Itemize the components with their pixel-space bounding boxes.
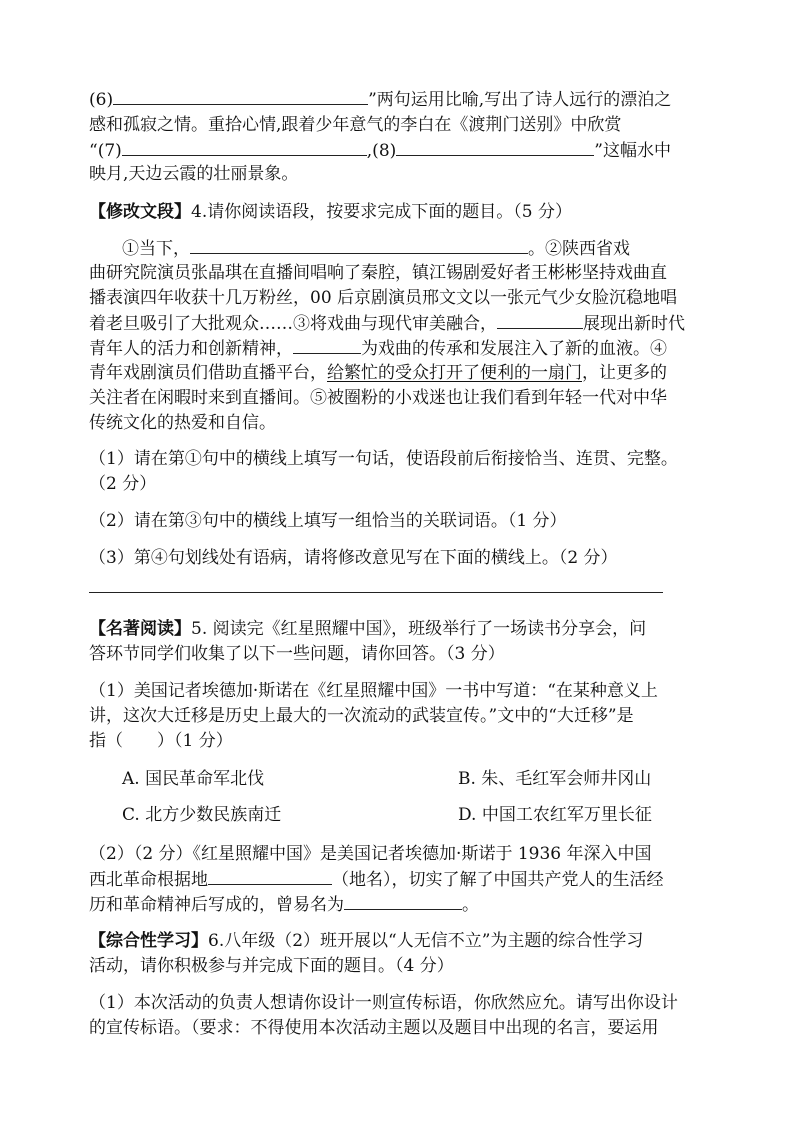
poem-text: ”两句运用比喻,写出了诗人远行的漂泊之: [368, 90, 672, 110]
q6-sub-1-line-1: （1）本次活动的负责人想请你设计一则宣传标语，你欣然应允。请写出你设计: [89, 993, 678, 1013]
answer-blank-q4-3b[interactable]: [293, 337, 361, 354]
q5-sub-2-line-1: （2）（2 分）《红星照耀中国》是美国记者埃德加·斯诺于 1936 年深入中国: [89, 844, 652, 864]
question-title: 5. 阅读完《红星照耀中国》，班级举行了一场读书分享会，问: [191, 619, 647, 639]
q6-sub-1-line-2: 的宣传标语。（要求：不得使用本次活动主题以及题目中出现的名言，要运用: [89, 1018, 659, 1038]
section-tag: 【修改文段】: [89, 202, 191, 222]
para-text: 。: [462, 895, 479, 915]
para-text: 。②陕西省戏: [528, 239, 630, 259]
para-text: （地名），切实了解了中国共产党人的生活经: [332, 870, 664, 890]
answer-blank-6[interactable]: [113, 88, 368, 105]
q4-para-line-3: 播表演四年收获十几万粉丝，00 后京剧演员邢文文以一张元气少女脸沉稳地唱: [89, 288, 678, 308]
poem-line-3: [89, 139, 671, 162]
poem-line-4: 映月,天边云霞的壮丽景象。: [89, 164, 299, 184]
q6-title-line-2: 活动，请你积极参与并完成下面的题目。（4 分）: [89, 956, 454, 976]
q5-sub-2-line-2: [89, 868, 664, 891]
q4-para-line-7: 关注者在闲暇时来到直播间。⑤被圈粉的小戏迷也让我们看到年轻一代对中华: [89, 388, 667, 408]
answer-blank-7[interactable]: [122, 139, 367, 156]
para-text: 青年戏剧演员们借助直播平台，: [89, 363, 327, 383]
answer-blank-8[interactable]: [396, 139, 594, 156]
q5-sub-2-line-3: [89, 893, 479, 916]
para-text: 展现出新时代: [583, 314, 685, 334]
q4-para-line-2: 曲研究院演员张晶琪在直播间唱响了秦腔，镇江锡剧爱好者王彬彬坚持戏曲直: [89, 263, 667, 283]
q4-heading: [89, 201, 572, 223]
poem-line-2: 感和孤寂之情。重拾心情,跟着少年意气的李白在《渡荆门送别》中欣赏: [89, 115, 622, 135]
q4-para-line-4: [89, 312, 685, 335]
q4-sub-3: （3）第④句划线处有语病，请将修改意见写在下面的横线上。（2 分）: [89, 548, 618, 568]
q4-sub-1-score: （2 分）: [89, 474, 157, 494]
q5-sub-1-line-3: 指（ ）（1 分）: [89, 731, 233, 751]
q4-para-line-6: [89, 362, 667, 384]
section-tag: 【名著阅读】: [89, 619, 191, 639]
para-text: 为戏曲的传承和发展注入了新的血液。④: [361, 339, 667, 359]
q5-sub-1-line-2: 讲，这次大迁移是历史上最大的一次流动的武装宣传。”文中的“大迁移”是: [89, 706, 634, 726]
q4-para-line-5: [89, 337, 667, 360]
answer-blank-q5-name[interactable]: [344, 893, 462, 910]
blank-label-8: ,(8): [366, 141, 397, 161]
question-title: 4.请你阅读语段，按要求完成下面的题目。（5 分）: [191, 202, 572, 222]
answer-blank-q4-3a[interactable]: [497, 312, 583, 329]
q4-sub-2: （2）请在第③句中的横线上填写一组恰当的关联词语。（1 分）: [89, 511, 567, 531]
answer-blank-q4-1[interactable]: [190, 237, 528, 254]
q5-sub-1-line-1: （1）美国记者埃德加·斯诺在《红星照耀中国》一书中写道：“在某种意义上: [89, 681, 658, 701]
q5-heading: [89, 618, 646, 640]
para-text: 着老旦吸引了大批观众……③将戏曲与现代审美融合，: [89, 314, 497, 334]
para-text: 历和革命精神后写成的，曾易名为: [89, 895, 344, 915]
poem-line-1: [89, 88, 671, 111]
q5-title-line-2: 答环节同学们收集了以下一些问题，请你回答。（3 分）: [89, 644, 505, 664]
question-title: 6.八年级（2）班开展以“人无信不立”为主题的综合性学习: [208, 931, 644, 951]
para-text: 青年人的活力和创新精神，: [89, 339, 293, 359]
option-d[interactable]: D. 中国工农红军万里长征: [458, 805, 652, 825]
q6-heading: [89, 930, 643, 952]
answer-blank-q5-place[interactable]: [208, 868, 332, 885]
section-tag: 【综合性学习】: [89, 931, 208, 951]
blank-label-7: “(7): [89, 141, 122, 161]
underlined-error-text: 给繁忙的受众打开了便利的一扇门: [327, 363, 582, 383]
poem-text: ”这幅水中: [594, 141, 671, 161]
para-text: ，让更多的: [582, 363, 667, 383]
option-c[interactable]: C. 北方少数民族南迁: [122, 805, 282, 825]
para-text: ①当下，: [122, 239, 190, 259]
blank-label-6: (6): [89, 90, 114, 110]
answer-line-q4-3[interactable]: [89, 592, 663, 593]
q4-sub-1: （1）请在第①句中的横线上填写一句话，使语段前后衔接恰当、连贯、完整。: [89, 449, 678, 469]
para-text: 西北革命根据地: [89, 870, 208, 890]
option-a[interactable]: A. 国民革命军北伐: [122, 769, 265, 789]
q4-para-line-8: 传统文化的热爱和自信。: [89, 413, 276, 433]
option-b[interactable]: B. 朱、毛红军会师井冈山: [458, 769, 652, 789]
q4-para-line-1: [122, 237, 630, 260]
